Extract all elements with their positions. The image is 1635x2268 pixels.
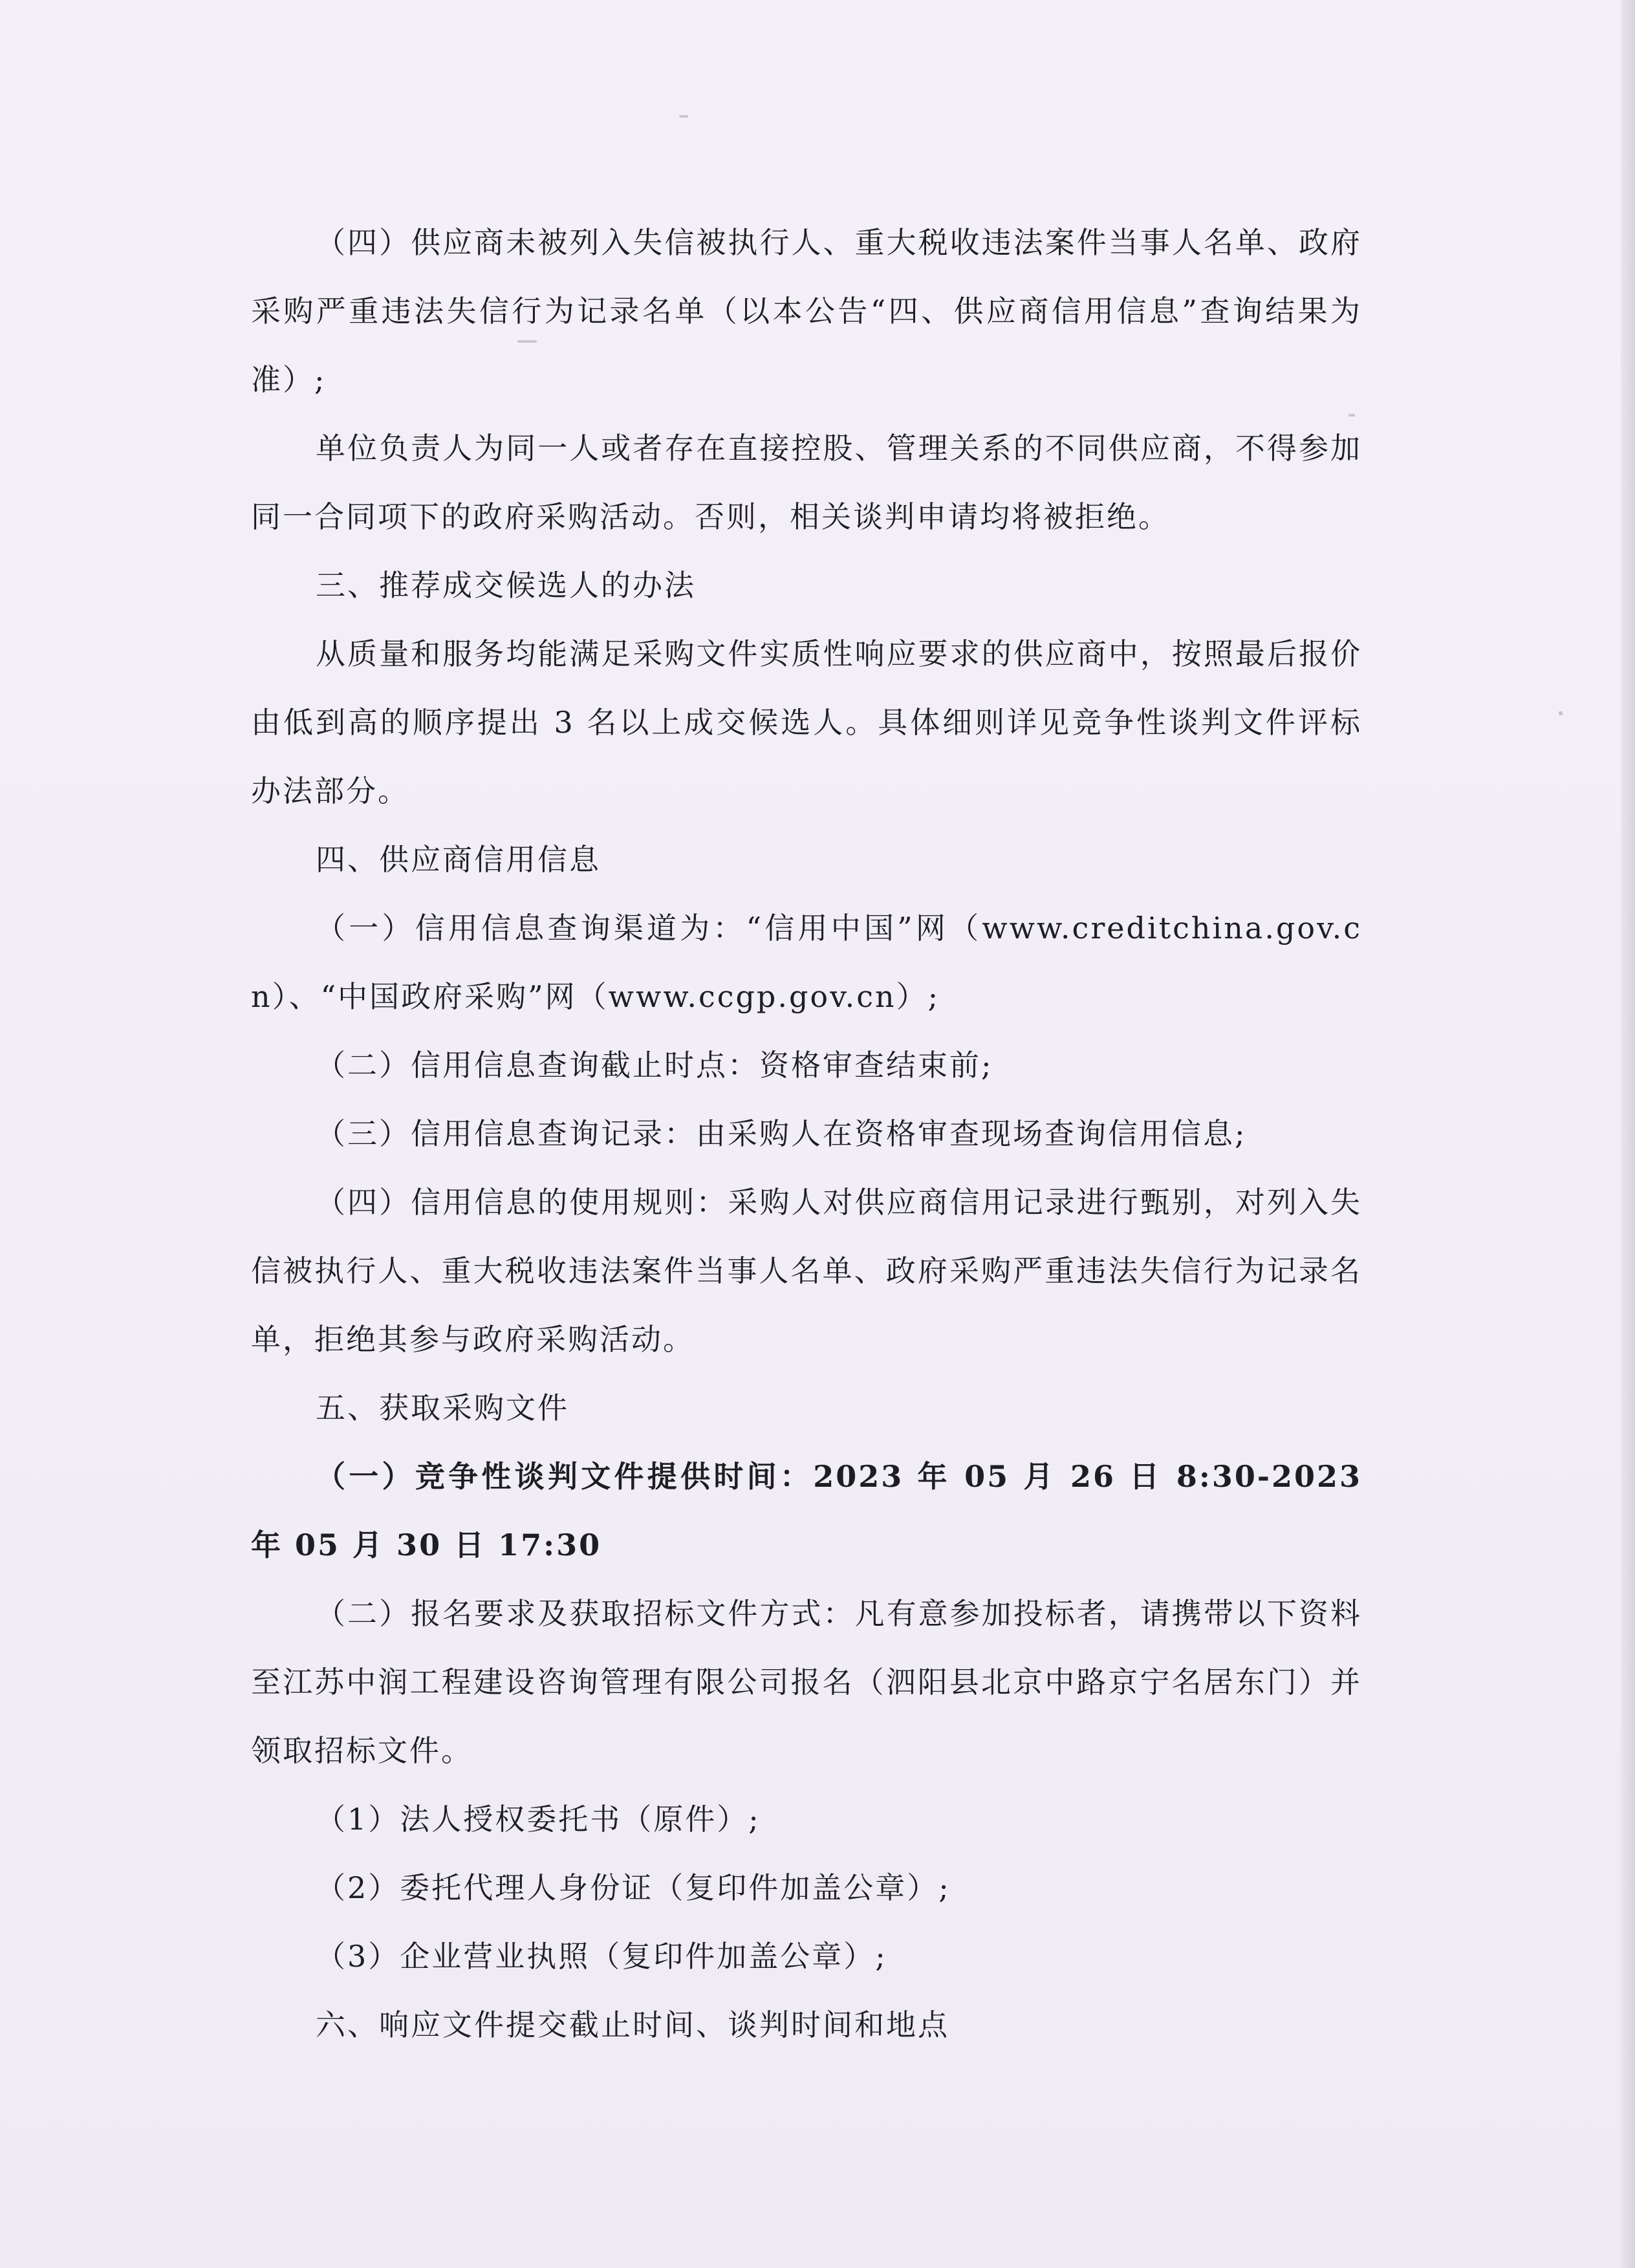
heading-section-3: 三、推荐成交候选人的办法: [316, 568, 696, 603]
paragraph-credit-deadline: （二）信用信息查询截止时点：资格审查结束前;: [316, 1048, 993, 1083]
paragraph-registration-method: （二）报名要求及获取招标文件方式：凡有意参加投标者，请携带以下资料至江苏中润工程建设咨询管理有限公司报名（泗阳县北京中路京宁名居东门）并领取招标文件。: [251, 1596, 1362, 1768]
scan-speck: [679, 115, 688, 118]
heading-section-4: 四、供应商信用信息: [316, 842, 601, 877]
paragraph-credit-channels: （一）信用信息查询渠道为：“信用中国”网（www.creditchina.gov.cn）、“中国政府采购”网（www.ccgp.gov.cn）;: [251, 911, 1362, 1014]
heading-section-6: 六、响应文件提交截止时间、谈判时间和地点: [316, 2007, 949, 2042]
heading-section-5: 五、获取采购文件: [316, 1390, 569, 1425]
paragraph-candidate-method: 从质量和服务均能满足采购文件实质性响应要求的供应商中，按照最后报价由低到高的顺序提出 3 名以上成交候选人。具体细则详见竞争性谈判文件评标办法部分。: [251, 636, 1362, 808]
paragraph-credit-condition: （四）供应商未被列入失信被执行人、重大税收违法案件当事人名单、政府采购严重违法失信行为记录名单（以本公告“四、供应商信用信息”查询结果为准）;: [251, 225, 1362, 397]
document-body: [251, 208, 1362, 2059]
list-item-business-license: （3）企业营业执照（复印件加盖公章）;: [316, 1939, 887, 1974]
list-item-authorization: （1）法人授权委托书（原件）;: [316, 1802, 761, 1837]
paragraph-credit-usage: （四）信用信息的使用规则：采购人对供应商信用记录进行甄别，对列入失信被执行人、重大税收违法案件当事人名单、政府采购严重违法失信行为记录名单，拒绝其参与政府采购活动。: [251, 1185, 1362, 1357]
scan-speck: [1559, 711, 1563, 715]
paragraph-related-suppliers: 单位负责人为同一人或者存在直接控股、管理关系的不同供应商，不得参加同一合同项下的政府采购活动。否则，相关谈判申请均将被拒绝。: [251, 431, 1362, 534]
list-item-id-card: （2）委托代理人身份证（复印件加盖公章）;: [316, 1870, 951, 1905]
paragraph-document-time: （一）竞争性谈判文件提供时间：2023 年 05 月 26 日 8:30-2023 年 05 月 30 日 17:30: [251, 1459, 1362, 1562]
paragraph-credit-record: （三）信用信息查询记录：由采购人在资格审查现场查询信用信息;: [316, 1116, 1247, 1151]
page-edge-shadow: [1621, 0, 1635, 2268]
